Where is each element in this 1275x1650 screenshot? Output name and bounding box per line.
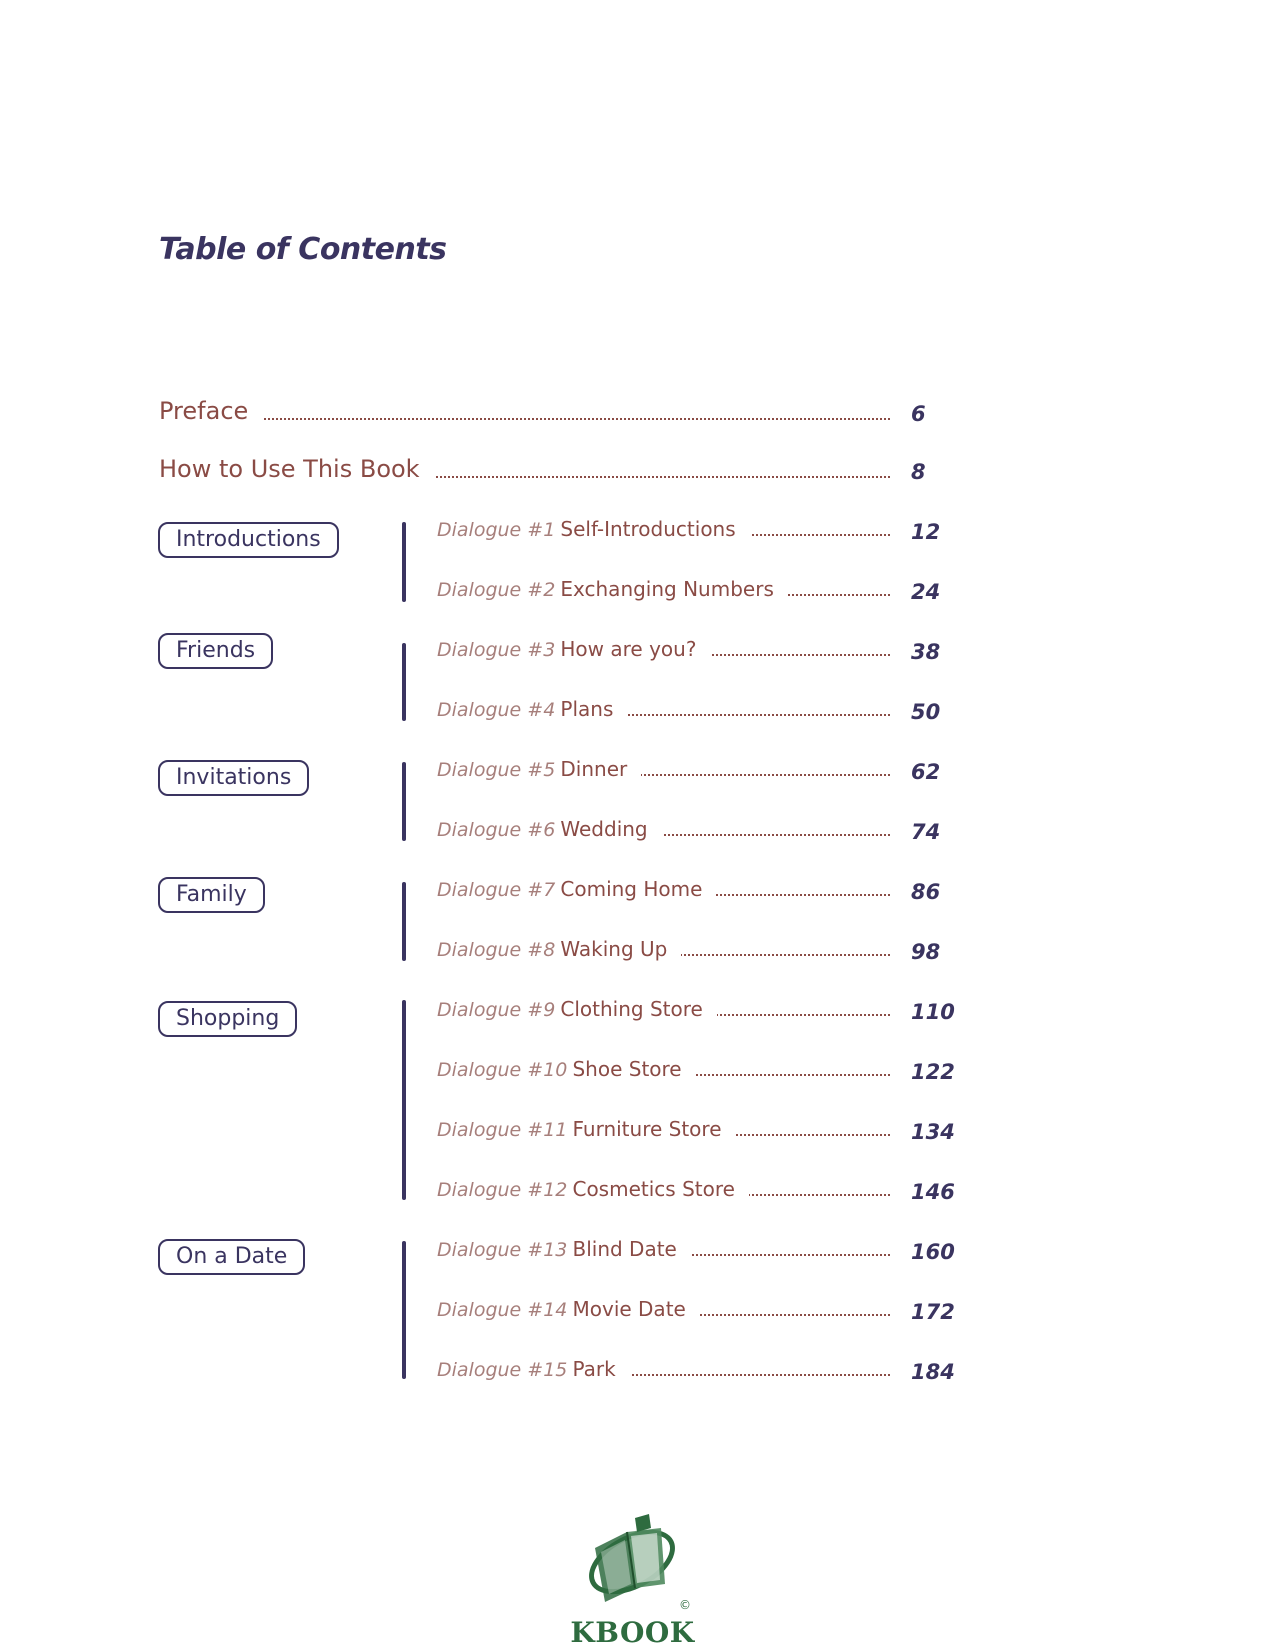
dialogue-title: Wedding — [560, 817, 648, 841]
dialogue-number: Dialogue #1 — [437, 519, 556, 541]
dialogue-number: Dialogue #11 — [437, 1119, 568, 1141]
toc-entry-label: Preface — [159, 397, 262, 425]
section-divider — [402, 1241, 406, 1379]
toc-entry-dialogue-5[interactable] — [437, 753, 890, 785]
page-number: 146 — [911, 1180, 955, 1204]
toc-entry-dialogue-11[interactable] — [437, 1113, 890, 1145]
toc-entry-dialogue-7[interactable] — [437, 873, 890, 905]
page-number: 172 — [911, 1300, 955, 1324]
dialogue-number: Dialogue #8 — [437, 939, 556, 961]
toc-entry-dialogue-3[interactable] — [437, 633, 890, 665]
page-number: 122 — [911, 1060, 955, 1084]
dialogue-number: Dialogue #6 — [437, 819, 556, 841]
page-number: 86 — [911, 880, 941, 904]
page-number: 8 — [911, 460, 926, 484]
dialogue-title: Shoe Store — [572, 1057, 682, 1081]
section-divider — [402, 1000, 406, 1200]
toc-entry-dialogue-2[interactable] — [437, 573, 890, 605]
dialogue-title: Exchanging Numbers — [560, 577, 774, 601]
kbook-logo — [565, 1510, 700, 1650]
page-number: 184 — [911, 1360, 955, 1384]
dialogue-number: Dialogue #3 — [437, 639, 556, 661]
page-number: 62 — [911, 760, 941, 784]
page-title: Table of Contents — [159, 232, 447, 267]
dialogue-title: Blind Date — [572, 1237, 677, 1261]
dialogue-number: Dialogue #2 — [437, 579, 556, 601]
page-number: 160 — [911, 1240, 955, 1264]
dotted-leader — [199, 418, 890, 420]
dialogue-title: Plans — [560, 697, 614, 721]
copyright-mark: © — [679, 1598, 691, 1612]
section-divider — [402, 882, 406, 961]
toc-entry-dialogue-10[interactable] — [437, 1053, 890, 1085]
dialogue-title: Movie Date — [572, 1297, 686, 1321]
dialogue-number: Dialogue #14 — [437, 1299, 568, 1321]
dialogue-title: Cosmetics Store — [572, 1177, 735, 1201]
page-number: 74 — [911, 820, 941, 844]
section-label-shopping: Shopping — [158, 1001, 297, 1037]
page-number: 134 — [911, 1120, 955, 1144]
page-number: 12 — [911, 520, 941, 544]
page-number: 6 — [911, 402, 926, 426]
dialogue-title: Dinner — [560, 757, 628, 781]
toc-entry-dialogue-9[interactable] — [437, 993, 890, 1025]
dialogue-number: Dialogue #5 — [437, 759, 556, 781]
logo-wordmark: KBOOK — [570, 1616, 695, 1649]
dialogue-number: Dialogue #10 — [437, 1059, 568, 1081]
section-label-friends: Friends — [158, 633, 273, 669]
section-label-invitations: Invitations — [158, 760, 309, 796]
dialogue-number: Dialogue #4 — [437, 699, 556, 721]
dialogue-title: Self-Introductions — [560, 517, 736, 541]
dialogue-title: How are you? — [560, 637, 697, 661]
section-divider — [402, 643, 406, 721]
toc-entry-label: How to Use This Book — [159, 455, 434, 483]
toc-entry-dialogue-4[interactable] — [437, 693, 890, 725]
section-label-introductions: Introductions — [158, 522, 339, 558]
toc-entry-preface[interactable] — [159, 397, 890, 429]
toc-entry-dialogue-6[interactable] — [437, 813, 890, 845]
dialogue-title: Park — [572, 1357, 616, 1381]
page-number: 98 — [911, 940, 941, 964]
toc-entry-dialogue-8[interactable] — [437, 933, 890, 965]
book-globe-icon — [565, 1510, 700, 1610]
page-number: 50 — [911, 700, 941, 724]
toc-entry-dialogue-12[interactable] — [437, 1173, 890, 1205]
dialogue-number: Dialogue #9 — [437, 999, 556, 1021]
dialogue-title: Coming Home — [560, 877, 703, 901]
dialogue-title: Waking Up — [560, 937, 668, 961]
toc-entry-dialogue-1[interactable] — [437, 513, 890, 545]
toc-entry-dialogue-15[interactable] — [437, 1353, 890, 1385]
page-number: 110 — [911, 1000, 955, 1024]
section-divider — [402, 522, 406, 602]
section-divider — [402, 762, 406, 841]
section-label-on-a-date: On a Date — [158, 1239, 305, 1275]
dialogue-number: Dialogue #15 — [437, 1359, 568, 1381]
dialogue-title: Clothing Store — [560, 997, 703, 1021]
section-label-family: Family — [158, 877, 265, 913]
toc-entry-dialogue-14[interactable] — [437, 1293, 890, 1325]
dialogue-title: Furniture Store — [572, 1117, 722, 1141]
toc-entry-dialogue-13[interactable] — [437, 1233, 890, 1265]
page-number: 38 — [911, 640, 941, 664]
toc-entry-how-to-use[interactable] — [159, 455, 890, 487]
page-number: 24 — [911, 580, 941, 604]
dialogue-number: Dialogue #12 — [437, 1179, 568, 1201]
dialogue-number: Dialogue #7 — [437, 879, 556, 901]
dialogue-number: Dialogue #13 — [437, 1239, 568, 1261]
